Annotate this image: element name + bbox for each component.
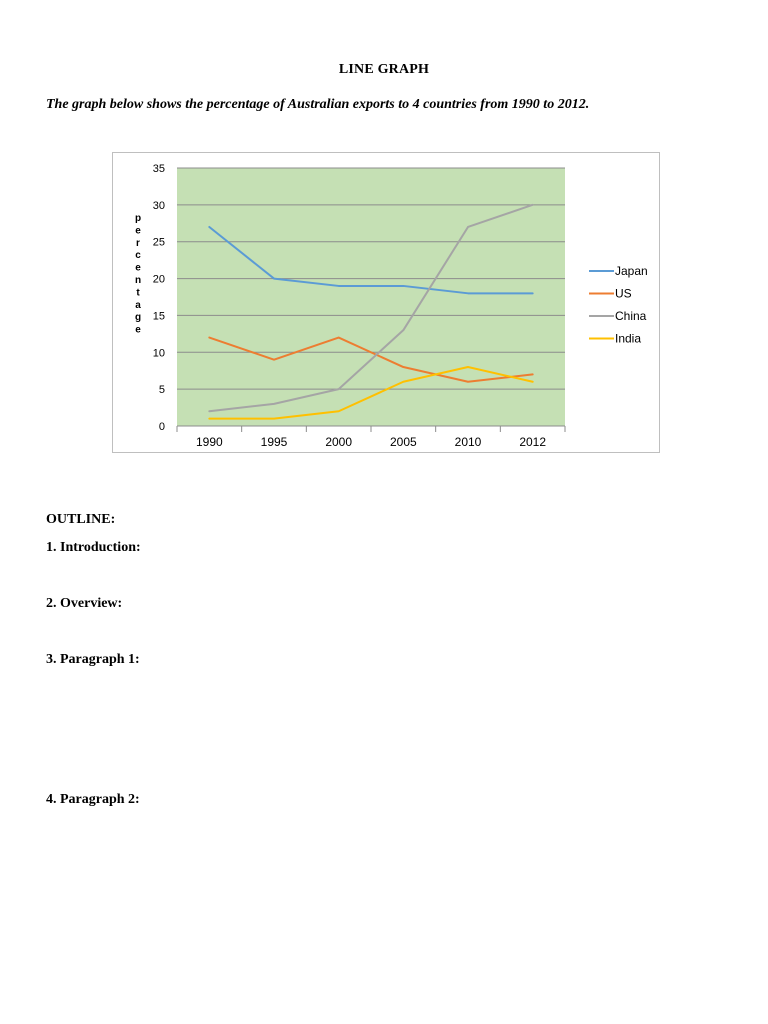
y-tick-label: 15 — [152, 310, 165, 323]
x-tick-label: 2000 — [325, 435, 353, 449]
y-axis-label-letter: t — [136, 287, 140, 299]
y-axis-label-letter: e — [135, 324, 141, 336]
y-axis-label-letter: n — [134, 275, 142, 286]
y-axis-label-letter: e — [135, 225, 141, 237]
x-tick-label: 1995 — [260, 435, 288, 449]
line-chart — [112, 152, 660, 453]
legend-label-china: China — [615, 309, 647, 323]
legend-label-japan: Japan — [615, 264, 648, 278]
y-tick-label: 30 — [152, 199, 165, 212]
y-axis-label-letter: c — [135, 250, 141, 262]
outline-item-paragraph-1: 3. Paragraph 1: — [46, 652, 140, 667]
y-tick-label: 25 — [152, 236, 165, 249]
y-tick-label: 0 — [158, 421, 165, 433]
y-tick-label: 5 — [158, 384, 165, 397]
outline-item-overview: 2. Overview: — [46, 596, 123, 611]
outline-item-introduction: 1. Introduction: — [46, 540, 141, 555]
chart-svg — [113, 153, 661, 454]
x-tick-label: 2005 — [389, 435, 417, 449]
y-axis-label-letter: e — [135, 262, 141, 274]
x-tick-label: 1990 — [195, 435, 223, 449]
x-tick-label: 2010 — [454, 435, 482, 449]
page-title: LINE GRAPH — [338, 62, 430, 77]
legend-label-us: US — [615, 286, 632, 301]
y-tick-label: 35 — [152, 163, 165, 175]
plot-area — [177, 168, 565, 426]
graph-description: The graph below shows the percentage of Australian exports to 4 countries from 1990 to 2012. — [46, 97, 590, 112]
outline-heading: OUTLINE: — [46, 512, 116, 527]
outline-item-paragraph-2: 4. Paragraph 2: — [46, 792, 140, 807]
y-axis-label-letter: g — [134, 312, 142, 324]
y-axis-label-letter: r — [136, 237, 140, 249]
y-axis-label-letter: p — [134, 213, 142, 224]
y-axis-label-letter: a — [135, 299, 141, 311]
legend-label-india: India — [615, 331, 642, 346]
y-tick-label: 10 — [152, 347, 165, 360]
x-tick-label: 2012 — [519, 435, 547, 449]
y-tick-label: 20 — [152, 273, 165, 286]
